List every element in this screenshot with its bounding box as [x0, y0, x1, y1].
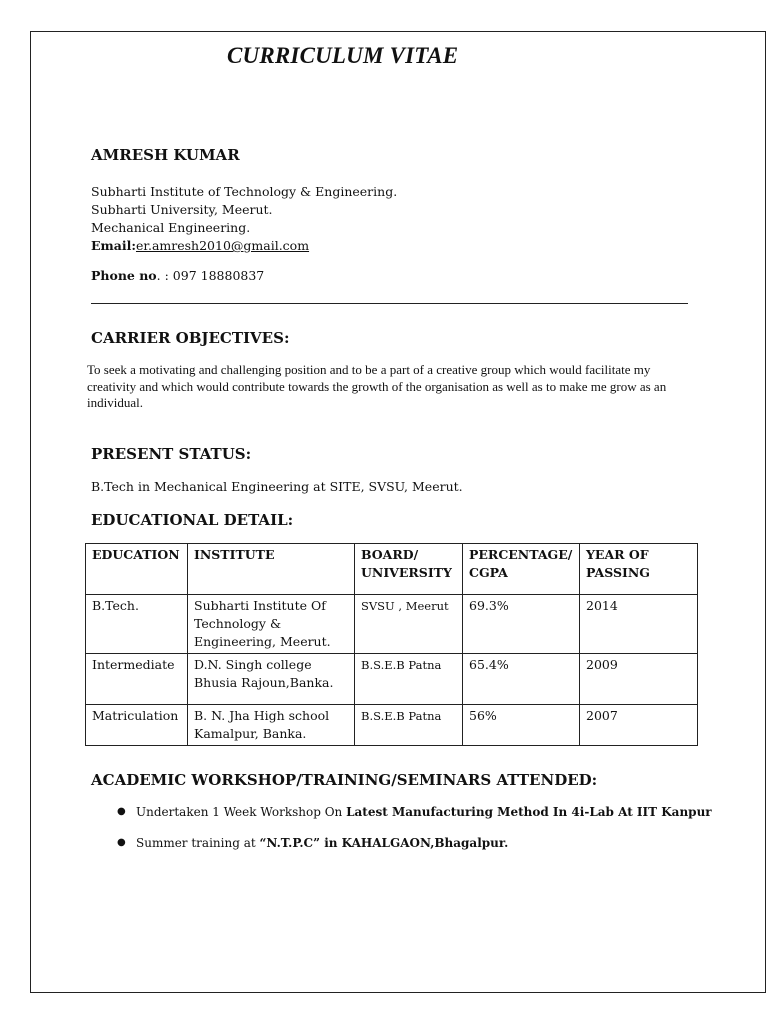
- header-board: BOARD/ UNIVERSITY: [355, 544, 463, 595]
- table-row: [86, 654, 698, 705]
- list-item-bold: “N.T.P.C” in KAHALGAON,Bhagalpur.: [259, 836, 509, 850]
- education-heading: EDUCATIONAL DETAIL:: [91, 511, 294, 529]
- present-status-heading: PRESENT STATUS:: [91, 445, 252, 463]
- table-header-row: [86, 544, 698, 595]
- list-item-prefix: Undertaken 1 Week Workshop On: [136, 805, 347, 819]
- phone-label: Phone no: [91, 268, 157, 283]
- list-item: [91, 803, 712, 834]
- academic-list: [91, 803, 712, 865]
- education-table: [85, 543, 698, 746]
- header-year: YEAR OF PASSING: [580, 544, 698, 595]
- cell-percentage: 69.3%: [463, 595, 580, 654]
- list-item: [91, 834, 712, 865]
- bullet-icon: ●: [117, 837, 126, 848]
- objectives-text: To seek a motivating and challenging position and to be a part of a creative group which would facilitate my creativity and which would contribute towards the growth of the organisation as well as to make me grow as an individual.: [87, 362, 667, 410]
- email-label: Email:: [91, 238, 136, 253]
- cell-year: 2014: [580, 595, 698, 654]
- objectives-heading: CARRIER OBJECTIVES:: [91, 329, 290, 347]
- academic-heading: ACADEMIC WORKSHOP/TRAINING/SEMINARS ATTENDED:: [91, 771, 598, 789]
- cell-education: B.Tech.: [86, 595, 188, 654]
- header-institute: INSTITUTE: [188, 544, 355, 595]
- phone-line: [91, 268, 264, 283]
- phone-separator: . :: [156, 268, 173, 283]
- cell-year: 2009: [580, 654, 698, 705]
- phone-number: 097 18880837: [172, 268, 265, 283]
- address-department: Mechanical Engineering.: [91, 220, 251, 235]
- cell-percentage: 65.4%: [463, 654, 580, 705]
- present-status-text: B.Tech in Mechanical Engineering at SITE, SVSU, Meerut.: [91, 479, 463, 494]
- cell-institute: Subharti Institute Of Technology & Engineering, Meerut.: [188, 595, 355, 654]
- address-institute: Subharti Institute of Technology & Engineering.: [91, 184, 398, 199]
- table-row: [86, 595, 698, 654]
- document-title: CURRICULUM VITAE: [227, 43, 459, 68]
- header-education: EDUCATION: [86, 544, 188, 595]
- cell-percentage: 56%: [463, 705, 580, 746]
- candidate-name: AMRESH KUMAR: [91, 146, 240, 164]
- email-line: [91, 237, 309, 255]
- list-item-bold: Latest Manufacturing Method In 4i-Lab At IIT Kanpur: [346, 805, 712, 819]
- cell-education: Intermediate: [86, 654, 188, 705]
- cell-board: B.S.E.B Patna: [355, 654, 463, 705]
- header-percentage: PERCENTAGE/ CGPA: [463, 544, 580, 595]
- cell-board: SVSU , Meerut: [355, 595, 463, 654]
- table-row: [86, 705, 698, 746]
- horizontal-divider: [91, 303, 688, 304]
- cell-institute: D.N. Singh college Bhusia Rajoun,Banka.: [188, 654, 355, 705]
- email-link[interactable]: er.amresh2010@gmail.com: [135, 238, 310, 253]
- list-item-prefix: Summer training at: [136, 836, 260, 850]
- cell-board: B.S.E.B Patna: [355, 705, 463, 746]
- cell-year: 2007: [580, 705, 698, 746]
- cell-education: Matriculation: [86, 705, 188, 746]
- bullet-icon: ●: [117, 806, 126, 817]
- address-university: Subharti University, Meerut.: [91, 202, 273, 217]
- cell-institute: B. N. Jha High school Kamalpur, Banka.: [188, 705, 355, 746]
